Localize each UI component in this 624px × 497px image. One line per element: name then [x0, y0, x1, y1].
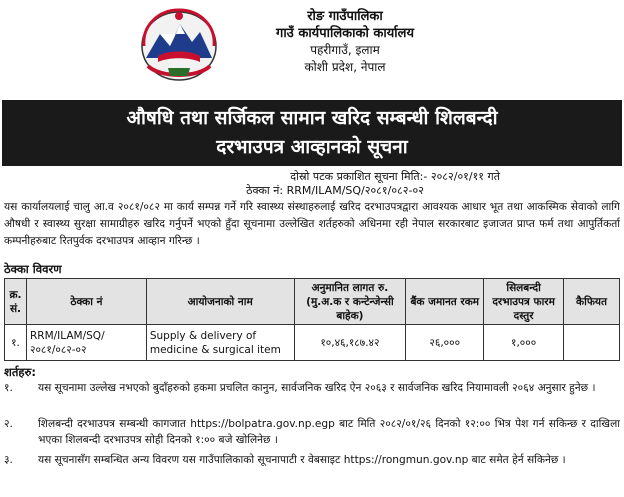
col-header-form-fee: सिलबन्दी दरभाउपत्र फारम दस्तुर [484, 279, 564, 325]
term-number: ३. [4, 454, 13, 466]
cell-bank-guarantee: २६,००० [406, 325, 484, 361]
term-item [4, 452, 620, 468]
cell-remarks [564, 325, 620, 361]
office-address-block [230, 8, 460, 76]
address-line-2: कोशी प्रदेश, नेपाल [304, 60, 386, 74]
cell-form-fee: १,००० [484, 325, 564, 361]
cell-estimate: १०,४६,१८७.४२ [294, 325, 406, 361]
col-header-remarks: कैफियत [564, 279, 620, 325]
contract-number: ठेक्का नं: RRM/ILAM/SQ/२०८१/०८२-०२ [246, 184, 424, 197]
col-header-project: आयोजनाको नाम [146, 279, 294, 325]
cell-contract: RRM/ILAM/SQ/ २०८१/०८२-०२ [26, 325, 146, 361]
cell-sn: १. [5, 325, 27, 361]
term-number: १. [4, 382, 13, 394]
office-name: रोङ गाउँपालिका [307, 9, 383, 24]
terms-title: शर्तहरु: [4, 365, 36, 379]
notice-title-banner [2, 100, 622, 166]
col-header-estimate: अनुमानित लागत रु. (मु.अ.क र कन्टेन्जेन्सी बाहेक) [294, 279, 406, 325]
term-item [4, 416, 620, 448]
col-header-sn: क्र. सं. [5, 279, 27, 325]
term-item [4, 380, 620, 396]
notice-title-line-2: दरभाउपत्र आव्हानको सूचना [216, 136, 408, 158]
col-header-contract: ठेक्का नं [26, 279, 146, 325]
notice-title-line-1: औषधि तथा सर्जिकल सामान खरिद सम्बन्धी शिलबन्दी [126, 107, 498, 129]
contract-details-table [4, 278, 620, 361]
notice-header [0, 0, 624, 100]
table-row [5, 325, 620, 361]
term-text: शिलबन्दी दरभाउपत्र सम्बन्धी कागजात https://bolpatra.gov.np.egp बाट मिति २०८२/०१/२६ दिनको १२:०० भित्र पेश गर्न सकिन्छ र दाखिला भएका शिलबन्दी दरभाउपत्र सोही दिनको १:०० बजे खोलिनेछ । [38, 418, 620, 446]
col-header-bank-guarantee: बैंक जमानत रकम [406, 279, 484, 325]
nepal-emblem-icon [138, 6, 220, 84]
term-text: यस सूचनासँग सम्बन्धित अन्य विवरण यस गाउँपालिकाको सूचनापाटी र वेबसाइट https://rongmun.gov.np बाट समेत हेर्न सकिनेछ । [38, 454, 566, 466]
publication-date: दोस्रो पटक प्रकाशित सूचना मिति:- २०८२/०१/११ गते [290, 170, 500, 183]
cell-project: Supply & delivery of medicine & surgical item [146, 325, 294, 361]
term-number: २. [4, 418, 13, 430]
table-header-row [5, 279, 620, 325]
contract-details-title: ठेक्का विवरण [4, 262, 62, 276]
office-type: गाउँ कार्यपालिकाको कार्यालय [276, 26, 414, 41]
term-text: यस सूचनामा उल्लेख नभएको बुदाँहरुको हकमा प्रचलित कानुन, सार्वजनिक खरिद ऐन २०६३ र सार्वजनिक खरिद नियामावली २०६४ अनुसार हुनेछ । [38, 382, 596, 394]
address-line-1: पहरीगाउँ, इलाम [310, 43, 380, 57]
intro-paragraph: यस कार्यालयलाई चालु आ.व २०८१/०८२ मा कार्य सम्पन्न गर्ने गरि स्वास्थ्य संस्थाहरुलाई खरिद दरभाउपत्रद्वारा आवश्यक आधार भूत तथा आकस्मिक सेवाको लागि औषधी र स्वास्थ्य सुरक्षा सामाग्रीहरु खरिद गर्नुपर्ने भएको हुँदा सूचनामा उल्लेखित शर्तहरुको अधिनमा रही नेपाल सरकारबाट इजाजत प्राप्त फर्म तथा आपुर्तिकर्ता कम्पनीहरुबाट रितपुर्वक दरभाउपत्र आव्हान गरिन्छ । [4, 201, 620, 247]
